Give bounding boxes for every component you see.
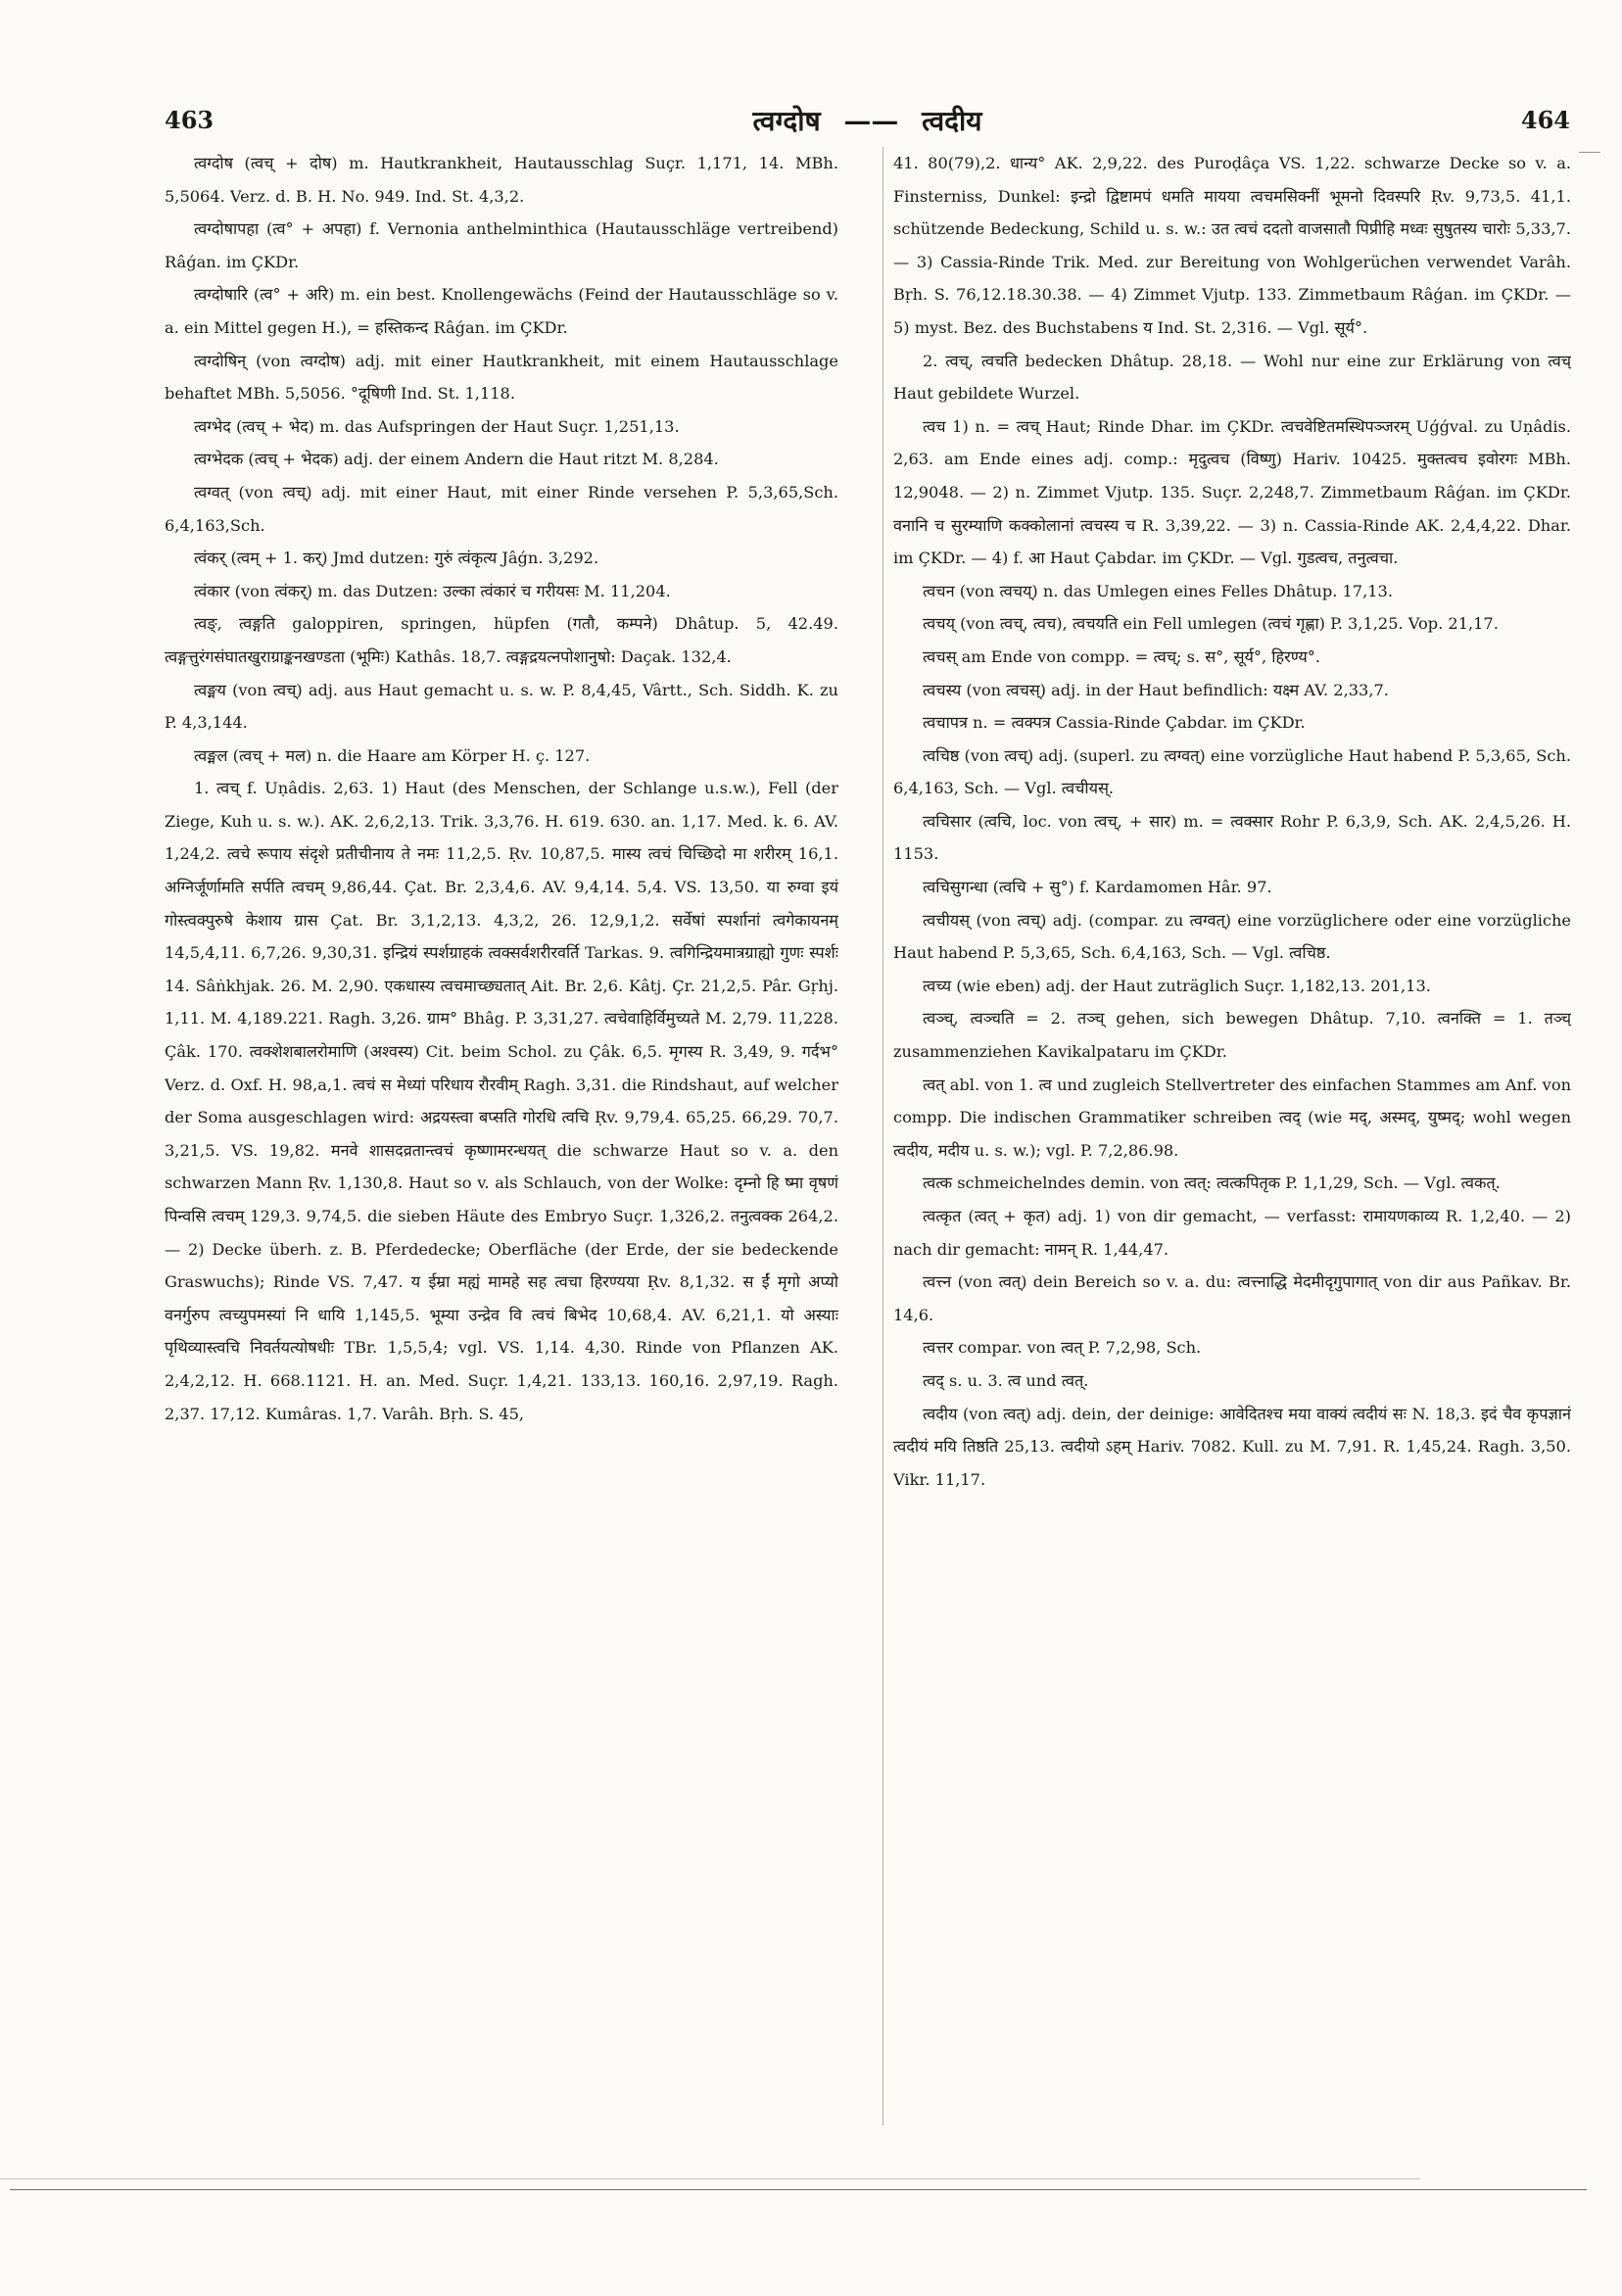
dictionary-entry: त्वंकर् (त्वम् + 1. कर्) Jmd dutzen: गुरुं त्वंकृत्य Jâǵn. 3,292. [194, 549, 599, 568]
dictionary-entry: त्वत्क schmeichelndes demin. von त्वत्: त्वत्कपितृक P. 1,1,29, Sch. — Vgl. त्वकत्. [923, 1173, 1501, 1193]
dictionary-entry: त्वग्दोष (त्वच् + दोष) m. Hautkrankheit, Hautausschlag Suçr. 1,171, 14. MBh. 5,5064. Verz. d. B. H. No. 949. Ind. St. 4,3,2. [165, 154, 838, 206]
dictionary-entry: त्वग्वत् (von त्वच्) adj. mit einer Haut, mit einer Rinde versehen P. 5,3,65,Sch. 6,4,163,Sch. [165, 482, 838, 535]
dictionary-entry: त्वदीय (von त्वत्) adj. dein, der deinige: आवेदितश्च मया वाक्यं त्वदीयं सः N. 18,3. इदं चैव कृपज्ञानं त्वदीयं मयि तिष्ठति 25,13. त्वदीयो ऽहम् Hariv. 7082. Kull. zu M. 7,91. R. 1,45,24. Ragh. 3,50. Vikr. 11,17. [893, 1404, 1571, 1489]
running-head-first-word: त्वग्दोष [752, 105, 821, 137]
dictionary-entry: त्वच्य (wie eben) adj. der Haut zuträglich Suçr. 1,182,13. 201,13. [923, 976, 1431, 995]
dictionary-entry: त्वङ्मय (von त्वच्) adj. aus Haut gemacht u. s. w. P. 8,4,45, Vârtt., Sch. Siddh. K. zu P. 4,3,144. [165, 680, 838, 733]
dictionary-entry: त्वत्तर compar. von त्वत् P. 7,2,98, Sch. [923, 1338, 1202, 1358]
dictionary-entry: त्वचन (von त्वचय्) n. das Umlegen eines Felles Dhâtup. 17,13. [923, 581, 1393, 600]
page-number-left: 463 [165, 106, 215, 134]
dictionary-entry: त्वत्त्न (von त्वत्) dein Bereich so v. a. du: त्वत्त्नाद्धि मेदमीदृगुपागात् von dir aus Pañkav. Br. 14,6. [893, 1272, 1571, 1324]
edge-mark [1579, 152, 1600, 153]
dictionary-entry: त्वङ्मल (त्वच् + मल) n. die Haare am Körper H. ç. 127. [194, 745, 591, 765]
footer-rule-inner [0, 2178, 1420, 2179]
dictionary-entry: त्वचिसार (त्वचि, loc. von त्वच्, + सार) m. = त्वक्सार Rohr P. 6,3,9, Sch. AK. 2,4,5,26. H. 1153. [893, 811, 1571, 864]
dictionary-entry: 2. त्वच्, त्वचति bedecken Dhâtup. 28,18. — Wohl nur eine zur Erklärung von त्वच् Haut gebildete Wurzel. [893, 351, 1571, 404]
dictionary-entry: त्वचापत्र n. = त्वक्पत्र Cassia-Rinde Çabdar. im ÇKDr. [923, 713, 1306, 733]
running-head-last-word: त्वदीय [922, 105, 982, 137]
running-head-dash: —— [843, 105, 899, 137]
dictionary-entry: त्वचीयस् (von त्वच्) adj. (compar. zu त्वग्वत्) eine vorzüglichere oder eine vorzügliche Haut habend P. 5,3,65, Sch. 6,4,163, Sch. — Vgl. त्वचिष्ठ. [893, 910, 1571, 963]
dictionary-entry: त्वच 1) n. = त्वच् Haut; Rinde Dhar. im ÇKDr. त्वचवेष्टितमस्थिपञ्जरम् Uǵǵval. zu Uṇâdis. 2,63. am Ende eines adj. comp.: मृदुत्वच (विष्णु) Hariv. 10425. मुक्तत्वच इवोरगः MBh. 12,9048. — 2) n. Zimmet Vjutp. 135. Suçr. 2,248,7. Zimmetbaum Râǵan. im ÇKDr. वनानि च सुरम्याणि कक्कोलानां त्वचस्य च R. 3,39,22. — 3) n. Cassia-Rinde AK. 2,4,4,22. Dhar. im ÇKDr. — 4) f. आ Haut Çabdar. im ÇKDr. — Vgl. गुडत्वच, तनुत्वचा. [893, 416, 1571, 568]
dictionary-entry: त्वचय् (von त्वच्, त्वच), त्वचयति ein Fell umlegen (त्वचं गृह्णा) P. 3,1,25. Vop. 21,17. [923, 614, 1499, 634]
dictionary-entry: त्वग्भेदक (त्वच् + भेदक) adj. der einem Andern die Haut ritzt M. 8,284. [194, 450, 719, 469]
dictionary-entry: त्वचिसुगन्धा (त्वचि + सु°) f. Kardamomen Hâr. 97. [923, 878, 1272, 897]
dictionary-entry: त्वङ्, त्वङ्गति galoppiren, springen, hüpfen (गतौ, कम्पने) Dhâtup. 5, 42.49. त्वङ्गत्तुरंगसंघातखुराग्राङ्कनखण्डता (भूमिः) Kathâs. 18,7. त्वङ्गद्रयत्नपोशानुषो: Daçak. 132,4. [165, 614, 838, 666]
dictionary-entry: त्वत् abl. von 1. त्व und zugleich Stellvertreter des einfachen Stammes am Anf. von compp. Die indischen Grammatiker schreiben त्वद् (wie मद्, अस्मद्, युष्मद्; wohl wegen त्वदीय, मदीय u. s. w.); vgl. P. 7,2,86.98. [893, 1075, 1571, 1160]
dictionary-entry-continued: 41. 80(79),2. धान्य° AK. 2,9,22. des Puroḍâça VS. 1,22. schwarze Decke so v. a. Finsterniss, Dunkel: इन्द्रो द्विष्टामपं धमति मायया त्वचमसिक्नीं भूमनो दिवस्परि Ṛv. 9,73,5. 41,1. schützende Bedeckung, Schild u. s. w.: उत त्वचं ददतो वाजसातौ पिप्रीहि मध्वः सुषुतस्य चारोः 5,33,7. — 3) Cassia-Rinde Trik. Med. zur Bereitung von Wohlgerüchen verwendet Varâh. Bṛh. S. 76,12.18.30.38. — 4) Zimmet Vjutp. 133. Zimmetbaum Râǵan. im ÇKDr. — 5) myst. Bez. des Buchstabens य Ind. St. 2,316. — Vgl. सूर्य°. [893, 154, 1571, 337]
dictionary-entry: त्वग्दोषापहा (त्व° + अपहा) f. Vernonia anthelminthica (Hautausschläge vertreibend) Râǵan. im ÇKDr. [165, 219, 838, 271]
page-header [165, 98, 1570, 147]
dictionary-entry: त्वचस्य (von त्वचस्) adj. in der Haut befindlich: यक्ष्म AV. 2,33,7. [923, 680, 1389, 699]
column-right [893, 147, 1571, 2116]
dictionary-entry: त्वत्कृत (त्वत् + कृत) adj. 1) von dir gemacht, — verfasst: रामायणकाव्य R. 1,2,40. — 2) nach dir gemacht: नामन् R. 1,44,47. [893, 1207, 1571, 1259]
dictionary-entry: 1. त्वच् f. Uṇâdis. 2,63. 1) Haut (des Menschen, der Schlange u.s.w.), Fell (der Ziege, Kuh u. s. w.). AK. 2,6,2,13. Trik. 3,3,76. H. 619. 630. an. 1,17. Med. k. 6. AV. 1,24,2. त्वचे रूपाय संदृशे प्रतीचीनाय ते नमः 11,2,5. Ṛv. 10,87,5. मास्य त्वचं चिच्छिदो मा शरीरम् 16,1. अग्निर्जूर्णामति सर्पति त्वचम् 9,86,44. Çat. Br. 2,3,4,6. AV. 9,4,14. 5,4. VS. 13,50. या रुग्वा इयं गोस्त्वक्पुरुषे केशाय ग्रास Çat. Br. 3,1,2,13. 4,3,2, 26. 12,9,1,2. सर्वेषां स्पर्शानां त्वगेकायनम् 14,5,4,11. 6,7,26. 9,30,31. इन्द्रियं स्पर्शग्राहकं त्वक्सर्वशरीरवर्ति Tarkas. 9. त्वगिन्द्रियमात्रग्राह्यो गुणः स्पर्शः 14. Sâṅkhjak. 26. M. 2,90. एकधास्य त्वचमाच्छ्यतात् Ait. Br. 2,6. Kâtj. Çr. 21,2,5. Pâr. Gṛhj. 1,11. M. 4,189.221. Ragh. 3,26. ग्राम° Bhâg. P. 3,31,27. त्वचेवाहिर्विमुच्यते M. 2,79. 11,228. Çâk. 170. त्वक्शेशबालरोमाणि (अश्वस्य) Cit. beim Schol. zu Çâk. 6,5. मृगस्य R. 3,49, 9. गर्दभ° Verz. d. Oxf. H. 98,a,1. त्वचं स मेध्यां परिधाय रौरवीम् Ragh. 3,31. die Rindshaut, auf welcher der Soma ausgeschlagen wird: अद्रयस्त्वा बप्सति गोरधि त्वचि Ṛv. 9,79,4. 65,25. 66,29. 70,7. 3,21,5. VS. 19,82. मनवे शासदव्रतान्त्वचं कृष्णामरन्धयत् die schwarze Haut so v. a. den schwarzen Mann Ṛv. 1,130,8. Haut so v. als Schlauch, von der Wolke: दृम्नो हि ष्मा वृषणं पिन्वसि त्वचम् 129,3. 9,74,5. die sieben Häute des Embryo Suçr. 1,326,2. तनुत्वक्क 264,2. — 2) Decke überh. z. B. Pferdedecke; Oberfläche (der Erde, der sie bedeckende Graswuchs); Rinde VS. 7,47. य ईम्रा मह्यं मामहे सह त्वचा हिरण्यया Ṛv. 8,1,32. स ईं मृगो अप्यो वनर्गुरुप त्वच्युपमस्यां नि धायि 1,145,5. भूम्या उन्द्रेव वि त्वचं बिभेद 10,68,4. AV. 6,21,1. यो अस्याः पृथिव्यास्त्वचि निवर्तयत्योषधीः TBr. 1,5,5,4; vgl. VS. 1,14. 4,30. Rinde von Pflanzen AK. 2,4,2,12. H. 668.1121. H. an. Med. Suçr. 1,4,21. 133,13. 160,16. 2,97,19. Ragh. 2,37. 17,12. Kumâras. 1,7. Varâh. Bṛh. S. 45, [165, 779, 838, 1423]
dictionary-entry: त्वचस् am Ende von compp. = त्वच्; s. स°, सूर्य°, हिरण्य°. [923, 646, 1321, 666]
dictionary-entry: त्वग्दोषारि (त्व° + अरि) m. ein best. Knollengewächs (Feind der Hautausschläge so v. a. ein Mittel gegen H.), = हस्तिकन्द Râǵan. im ÇKDr. [165, 285, 838, 337]
dictionary-entry: त्वञ्च्, त्वञ्चति = 2. तञ्च् gehen, sich bewegen Dhâtup. 7,10. त्वनक्ति = 1. तञ्च् zusammenziehen Kavikalpataru im ÇKDr. [893, 1009, 1571, 1062]
column-left [165, 147, 838, 2116]
page-number-right: 464 [1520, 106, 1570, 134]
dictionary-entry: त्वंकार (von त्वंकर्) m. das Dutzen: उल्का त्वंकारं च गरीयसः M. 11,204. [194, 581, 671, 600]
dictionary-entry: त्वग्भेद (त्वच् + भेद) m. das Aufspringen der Haut Suçr. 1,251,13. [194, 416, 680, 436]
running-head [165, 102, 1570, 139]
dictionary-entry: त्वचिष्ठ (von त्वच्) adj. (superl. zu त्वग्वत्) eine vorzügliche Haut habend P. 5,3,65, Sch. 6,4,163, Sch. — Vgl. त्वचीयस्. [893, 745, 1571, 798]
dictionary-entry: त्वद् s. u. 3. त्व und त्वत्. [923, 1370, 1089, 1390]
footer-rule [10, 2189, 1587, 2190]
dictionary-entry: त्वग्दोषिन् (von त्वग्दोष) adj. mit einer Hautkrankheit, mit einem Hautausschlage behaftet MBh. 5,5056. °दूषिणी Ind. St. 1,118. [165, 351, 838, 404]
